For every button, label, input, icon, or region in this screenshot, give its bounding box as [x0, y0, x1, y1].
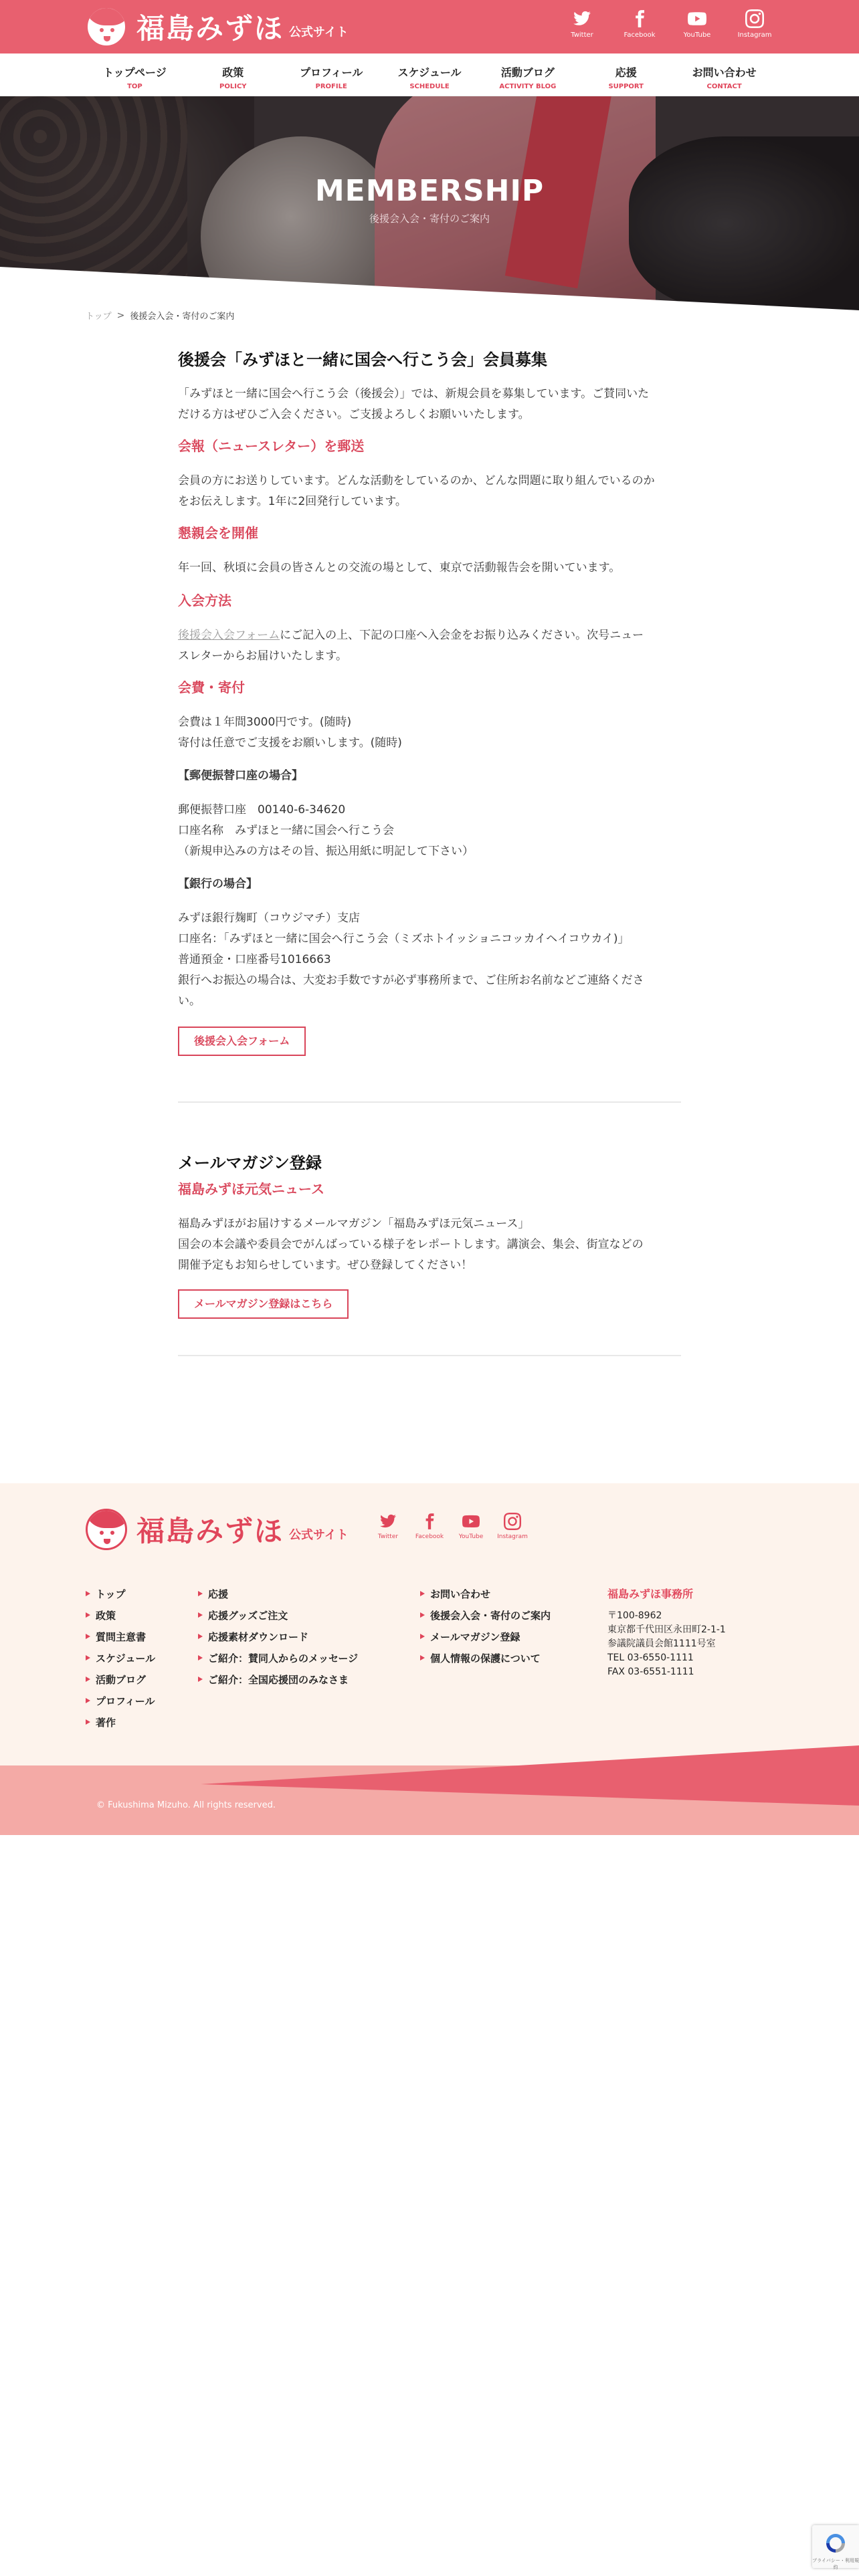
footer-link-label: トップ [96, 1588, 126, 1600]
office-postcode: 〒100-8962 [607, 1610, 662, 1621]
triangle-bullet-icon [198, 1612, 203, 1618]
nav-label: 政策 [222, 66, 244, 79]
footer-social-links [372, 1513, 529, 1540]
mailmag-text [178, 1214, 681, 1276]
footer-link-support[interactable] [198, 1584, 358, 1605]
office-tel: TEL 03-6550-1111 [607, 1652, 694, 1663]
youtube-label: YouTube [458, 1533, 484, 1540]
footer-link-label: お問い合わせ [430, 1588, 491, 1600]
youtube-link[interactable] [678, 9, 716, 39]
hero-banner [0, 96, 859, 310]
footer-link-label: プロフィール [96, 1695, 155, 1707]
copyright: © Fukushima Mizuho. All rights reserved. [96, 1800, 276, 1810]
nav-label: プロフィール [299, 66, 363, 79]
section-divider [178, 1355, 681, 1356]
breadcrumb [86, 309, 234, 322]
postal-line: 口座名称 みずほと一緒に国会へ行こう会 [178, 824, 394, 837]
triangle-bullet-icon [198, 1634, 203, 1639]
mizuho-face-icon [86, 1509, 127, 1550]
footer-link-label: メールマガジン登録 [430, 1631, 520, 1643]
nav-label-en: CONTACT [706, 83, 742, 90]
instagram-icon [504, 1513, 521, 1530]
bank-line: い。 [178, 994, 201, 1008]
footer-link-contact[interactable] [420, 1584, 551, 1605]
footer-link-label: ご紹介：全国応援団のみなさま [208, 1674, 349, 1686]
nav-label-en: POLICY [219, 83, 247, 90]
footer-twitter-link[interactable] [372, 1513, 404, 1540]
membership-title: 後援会「みずほと一緒に国会へ行こう会」会員募集 [178, 350, 547, 369]
section-divider [178, 1101, 681, 1103]
footer-link-label: ご紹介：賛同人からのメッセージ [208, 1652, 359, 1665]
mailmag-register-button[interactable]: メールマガジン登録はこちら [178, 1289, 349, 1319]
nav-label-en: ACTIVITY BLOG [499, 83, 557, 90]
mailmag-line: 福島みずほがお届けするメールマガジン「福島みずほ元気ニュース」 [178, 1217, 530, 1230]
main-content [178, 348, 681, 1356]
nav-schedule[interactable] [381, 53, 479, 96]
footer-link-top[interactable] [86, 1584, 155, 1605]
breadcrumb-home[interactable]: トップ [86, 312, 112, 322]
footer-facebook-link[interactable] [413, 1513, 446, 1540]
nav-label-en: SCHEDULE [409, 83, 450, 90]
triangle-bullet-icon [86, 1719, 90, 1725]
recaptcha-label: プライバシー・利用規約 [812, 2558, 859, 2570]
hero-title: MEMBERSHIP [314, 174, 545, 208]
postal-line: （新規申込みの方はその旨、振込用紙に明記して下さい） [178, 845, 474, 858]
party-heading: 懇親会を開催 [178, 525, 258, 541]
join-heading: 入会方法 [178, 593, 231, 609]
mizuho-face-icon [86, 6, 127, 47]
triangle-bullet-icon [198, 1677, 203, 1682]
mailmag-line: 国会の本会議や委員会でがんばっている様子をレポートします。講演会、集会、街宣などの [178, 1238, 644, 1251]
join-form-link[interactable]: 後援会入会フォーム [178, 629, 280, 642]
triangle-bullet-icon [86, 1591, 90, 1596]
footer-link-label: 個人情報の保護について [430, 1652, 541, 1665]
bank-text [178, 908, 681, 1012]
triangle-bullet-icon [86, 1698, 90, 1703]
triangle-bullet-icon [420, 1634, 425, 1639]
triangle-bullet-icon [86, 1655, 90, 1660]
mailmag-title: メールマガジン登録 [178, 1154, 322, 1172]
nav-label-en: PROFILE [315, 83, 347, 90]
facebook-label: Facebook [624, 31, 656, 39]
office-address: 東京都千代田区永田町2-1-1 [607, 1624, 726, 1635]
instagram-icon [745, 9, 764, 28]
facebook-label: Facebook [415, 1533, 444, 1540]
logo-name: 福島みずほ [136, 12, 284, 45]
breadcrumb-separator: > [116, 310, 125, 321]
fee-line: 会費は１年間3000円です。(随時) [178, 716, 352, 729]
join-line: にご記入の上、下記の口座へ入会金をお振り込みください。次号ニュー [280, 629, 644, 642]
footer-office-info [607, 1584, 781, 1679]
breadcrumb-current: 後援会入会・寄付のご案内 [130, 312, 235, 322]
triangle-bullet-icon [86, 1612, 90, 1618]
postal-line: 郵便振替口座 00140-6-34620 [178, 803, 346, 817]
youtube-icon [688, 9, 706, 28]
footer-nav-col-1 [86, 1584, 155, 1733]
instagram-link[interactable] [736, 9, 773, 39]
global-nav [0, 53, 859, 96]
footer-nav-col-2 [198, 1584, 358, 1691]
footer-link-label: 後援会入会・寄付のご案内 [430, 1610, 551, 1622]
intro-line: 「みずほと一緒に国会へ行こう会（後援会）」では、新規会員を募集しています。ご賛同いた [178, 387, 650, 401]
fee-text [178, 712, 681, 754]
footer-link-label: 応援グッズご注文 [208, 1610, 288, 1622]
footer-nav-col-3 [420, 1584, 551, 1669]
twitter-icon [573, 9, 591, 28]
footer-link-privacy[interactable] [420, 1648, 551, 1669]
instagram-label: Instagram [497, 1533, 528, 1540]
hero-subtitle: 後援会入会・寄付のご案内 [369, 213, 490, 225]
footer-link-label: 著作 [96, 1717, 116, 1729]
footer-logo[interactable] [86, 1509, 349, 1550]
site-footer [0, 1483, 859, 1835]
nav-contact[interactable] [675, 53, 773, 96]
nav-profile[interactable] [282, 53, 381, 96]
footer-logo-name: 福島みずほ [136, 1515, 284, 1547]
footer-link-profile[interactable] [86, 1691, 155, 1712]
footer-link-label: 応援 [208, 1588, 229, 1600]
facebook-icon [421, 1513, 438, 1530]
triangle-bullet-icon [198, 1591, 203, 1596]
triangle-bullet-icon [420, 1612, 425, 1618]
footer-link-label: 活動ブログ [96, 1674, 147, 1686]
intro-line: だける方はぜひご入会ください。ご支援よろしくお願いいたします。 [178, 408, 530, 421]
triangle-bullet-icon [86, 1634, 90, 1639]
recaptcha-badge[interactable] [812, 2525, 859, 2568]
nav-top[interactable] [86, 53, 184, 96]
footer-link-mailmag[interactable] [420, 1626, 551, 1648]
nav-policy[interactable] [184, 53, 282, 96]
nav-label: 活動ブログ [500, 66, 555, 79]
nav-blog[interactable] [478, 53, 577, 96]
newsletter-line: をお伝えします。1年に2回発行しています。 [178, 495, 407, 508]
twitter-label: Twitter [377, 1533, 399, 1540]
footer-link-goods[interactable] [198, 1605, 358, 1626]
triangle-bullet-icon [86, 1677, 90, 1682]
site-header [0, 0, 859, 53]
footer-link-membership[interactable] [420, 1605, 551, 1626]
postal-heading: 【郵便振替口座の場合】 [178, 769, 303, 782]
mailmag-line: 開催予定もお知らせしています。ぜひ登録してください！ [178, 1259, 473, 1272]
footer-link-schedule[interactable] [86, 1648, 155, 1669]
site-logo[interactable] [86, 4, 349, 49]
triangle-bullet-icon [420, 1591, 425, 1596]
footer-link-blog[interactable] [86, 1669, 155, 1691]
mailmag-subtitle: 福島みずほ元気ニュース [178, 1181, 324, 1197]
twitter-icon [379, 1513, 397, 1530]
nav-label: トップページ [103, 66, 167, 79]
twitter-label: Twitter [571, 31, 593, 39]
footer-instagram-link[interactable] [496, 1513, 529, 1540]
triangle-bullet-icon [420, 1655, 425, 1660]
nav-label: 応援 [615, 66, 637, 79]
footer-youtube-link[interactable] [455, 1513, 487, 1540]
footer-link-books[interactable] [86, 1712, 155, 1733]
social-links [563, 9, 773, 39]
join-line: スレターからお届けいたします。 [178, 649, 347, 663]
nav-label-en: TOP [127, 83, 142, 90]
footer-link-supporters[interactable] [198, 1669, 358, 1691]
nav-label: お問い合わせ [692, 66, 757, 79]
membership-intro [178, 384, 681, 425]
logo-subtitle: 公式サイト [289, 25, 349, 39]
bank-line: 口座名：「みずほと一緒に国会へ行こう会（ミズホトイッショニコッカイヘイコウカイ)」 [178, 932, 630, 946]
fee-line: 寄付は任意でご支援をお願いします。(随時) [178, 736, 402, 750]
facebook-icon [630, 9, 649, 28]
footer-link-label: 政策 [96, 1610, 116, 1622]
party-text: 年一回、秋頃に会員の皆さんとの交流の場として、東京で活動報告会を開いています。 [178, 561, 621, 574]
hero-slant-divider [0, 96, 859, 310]
bank-line: 普通預金・口座番号1016663 [178, 953, 331, 966]
bank-line: 銀行へお振込の場合は、大変お手数ですが必ず事務所まで、ご住所お名前などご連絡くださ [178, 974, 644, 987]
newsletter-line: 会員の方にお送りしています。どんな活動をしているのか、どんな問題に取り組んでいるのか [178, 474, 655, 488]
footer-link-messages[interactable] [198, 1648, 358, 1669]
footer-link-label: スケジュール [96, 1652, 156, 1665]
nav-label: スケジュール [397, 66, 462, 79]
youtube-label: YouTube [683, 31, 711, 39]
nav-support[interactable] [577, 53, 675, 96]
office-room: 参議院議員会館1111号室 [607, 1638, 716, 1649]
office-title: 福島みずほ事務所 [607, 1588, 694, 1600]
newsletter-heading: 会報（ニュースレター）を郵送 [178, 438, 365, 454]
footer-link-label: 質問主意書 [96, 1631, 147, 1643]
bank-heading: 【銀行の場合】 [178, 877, 258, 891]
triangle-bullet-icon [198, 1655, 203, 1660]
bank-line: みずほ銀行麹町（コウジマチ）支店 [178, 911, 360, 925]
twitter-link[interactable] [563, 9, 601, 39]
footer-link-policy[interactable] [86, 1605, 155, 1626]
footer-link-questions[interactable] [86, 1626, 155, 1648]
facebook-link[interactable] [621, 9, 658, 39]
postal-text [178, 800, 681, 862]
footer-link-download[interactable] [198, 1626, 358, 1648]
join-text [178, 625, 681, 667]
newsletter-text [178, 471, 681, 512]
fee-heading: 会費・寄付 [178, 679, 245, 695]
recaptcha-icon [824, 2532, 847, 2555]
instagram-label: Instagram [737, 31, 772, 39]
footer-logo-subtitle: 公式サイト [289, 1528, 349, 1542]
nav-label-en: SUPPORT [608, 83, 644, 90]
footer-link-label: 応援素材ダウンロード [208, 1631, 309, 1643]
youtube-icon [462, 1513, 480, 1530]
membership-form-button[interactable]: 後援会入会フォーム [178, 1027, 306, 1056]
office-fax: FAX 03-6551-1111 [607, 1667, 694, 1677]
